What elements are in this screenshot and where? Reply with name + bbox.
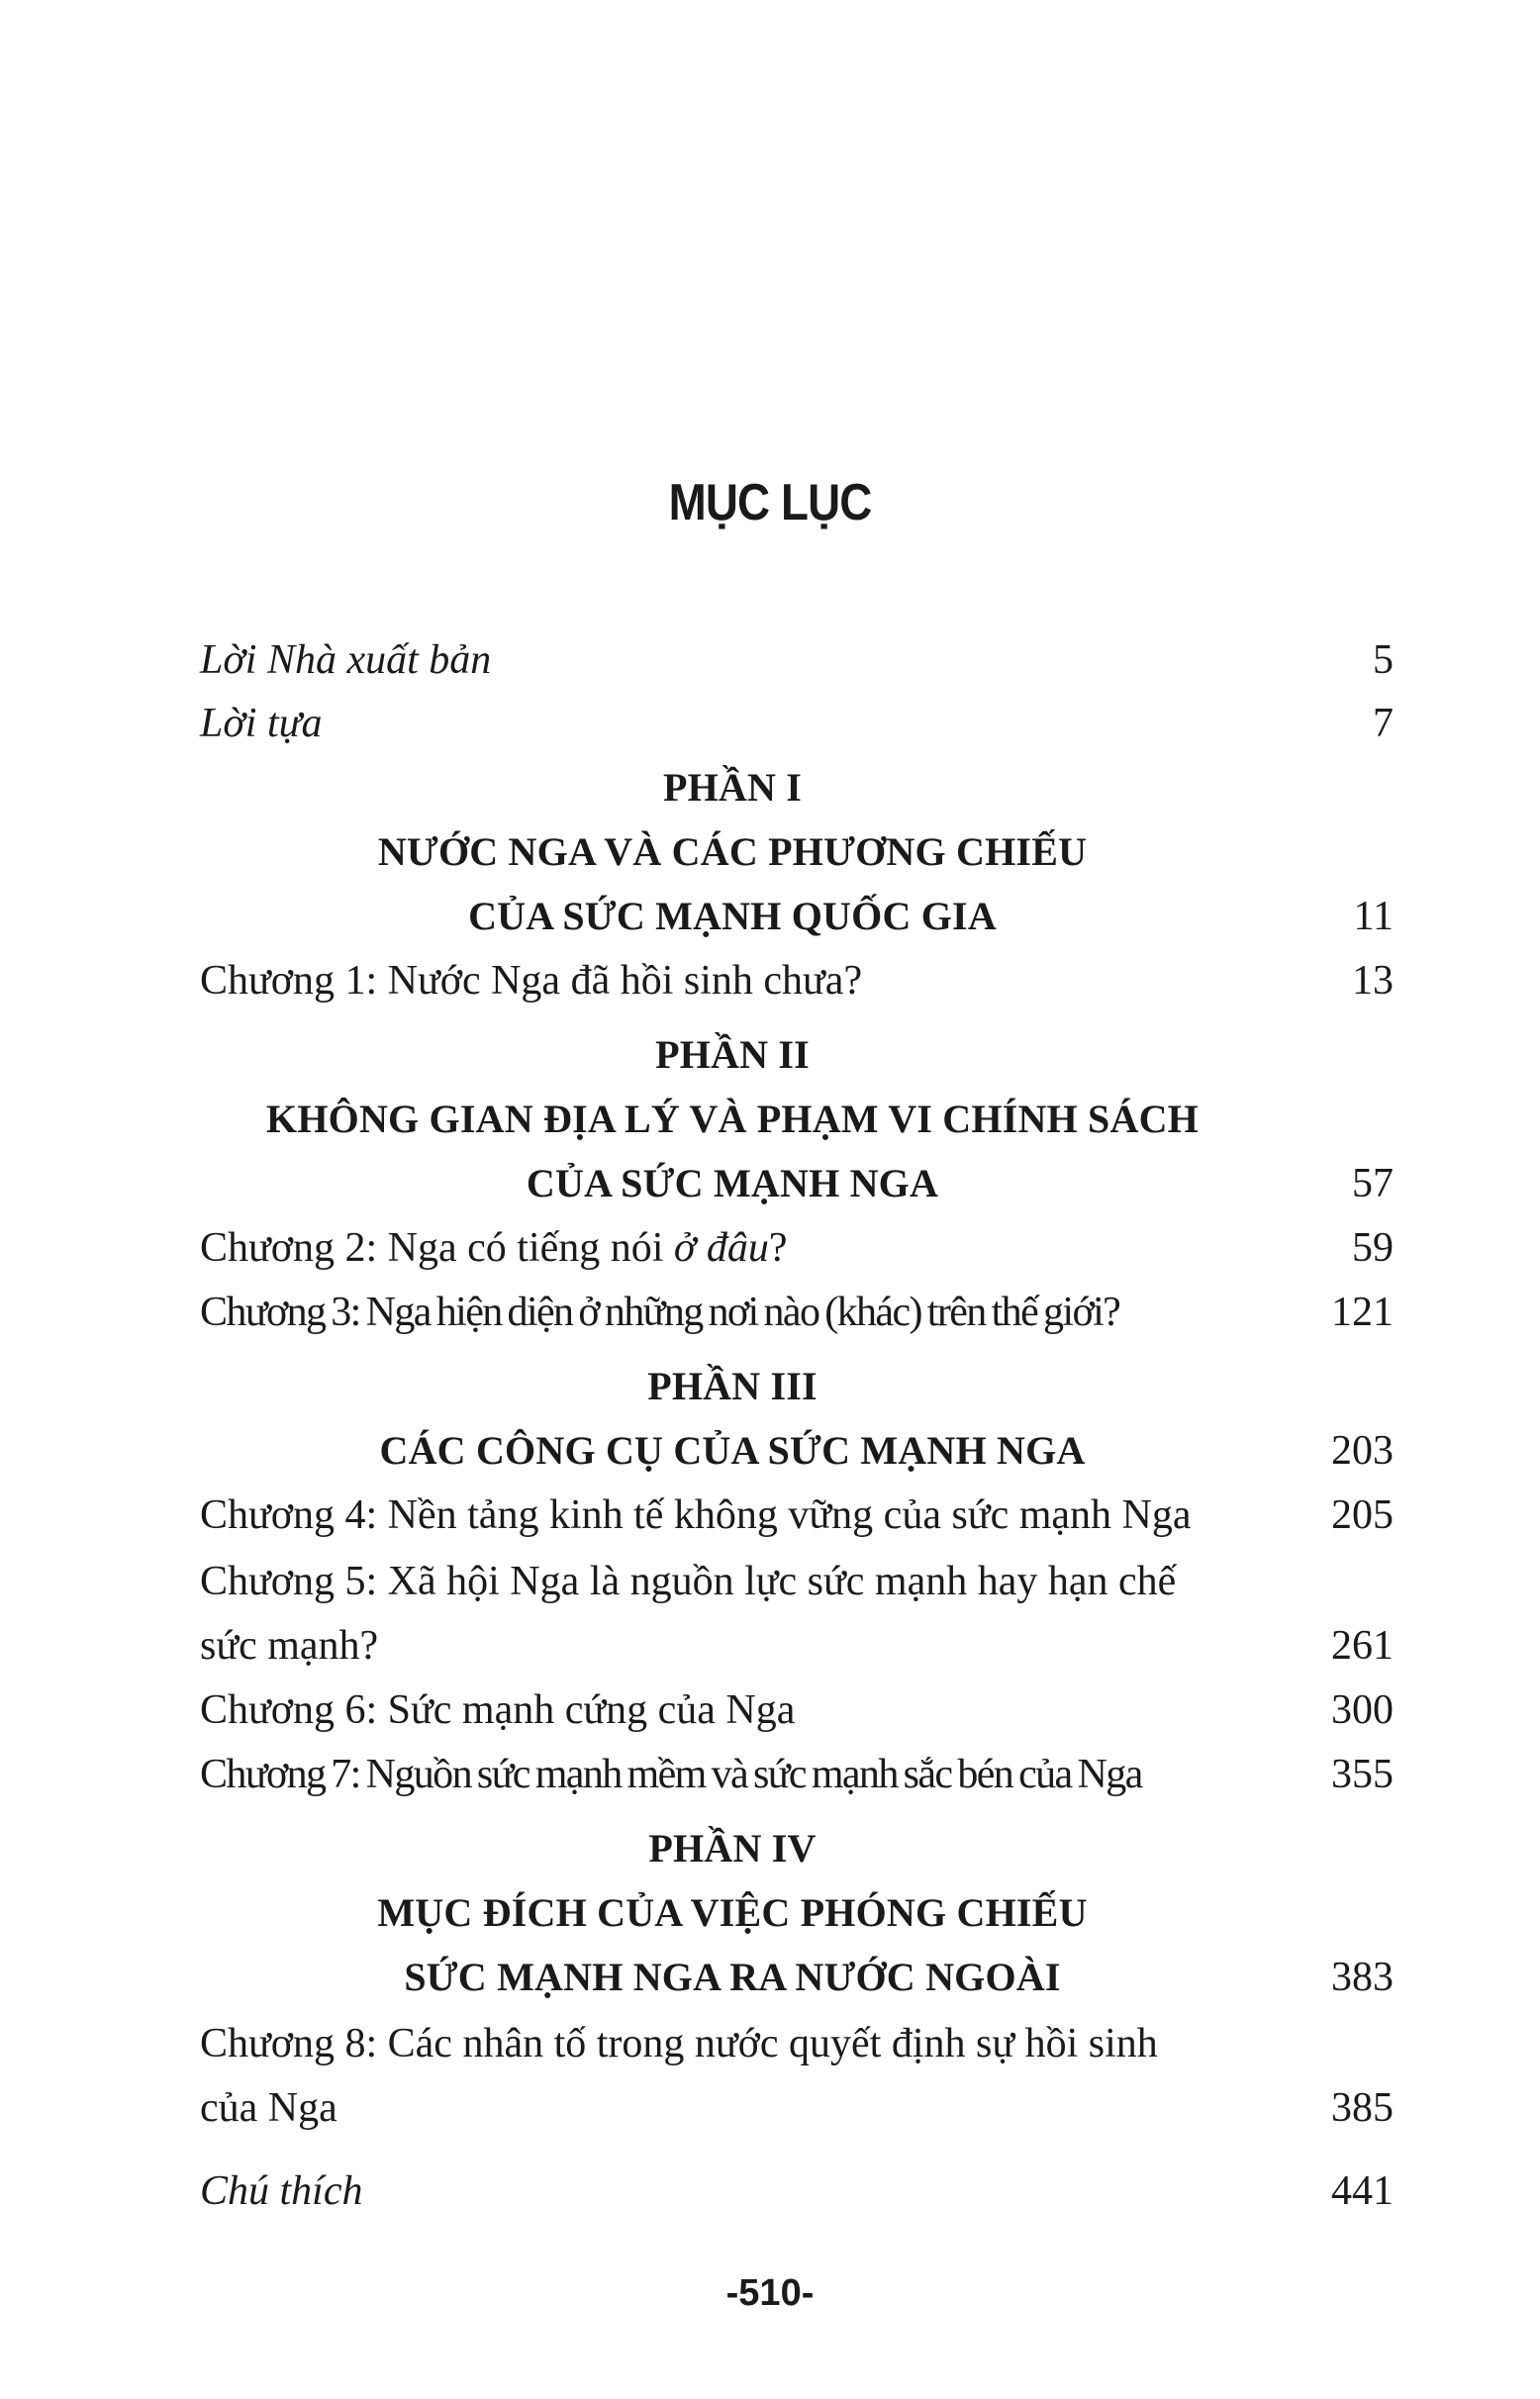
part-number: PHẦN IV [648,1826,817,1871]
toc-chapter-8-line-1[interactable] [0,2012,1540,2075]
toc-chapter-5-line-2[interactable] [0,1614,1540,1678]
toc-chapter-5-line-1[interactable] [0,1550,1540,1613]
page-title: MỤC LỤC [668,474,872,531]
toc-entry-page: 13 [1352,958,1394,1004]
toc-chapter-7[interactable] [0,1743,1540,1806]
toc-entry-page: 5 [1373,637,1394,683]
toc-entry-label-italic: ở đâu [673,1225,769,1271]
toc-part-1-heading[interactable] [0,756,1540,819]
toc-part-1-title-line-1[interactable] [0,820,1540,884]
toc-part-2-heading[interactable] [0,1023,1540,1087]
toc-entry-page: 300 [1331,1687,1394,1733]
toc-entry-label: của Nga [200,2085,337,2131]
toc-entry-label: Lời tựa [200,701,323,746]
toc-entry-label: Chương 8: Các nhân tố trong nước quyết định sự hồi sinh [200,2021,1158,2066]
toc-entry-page: 205 [1331,1492,1394,1538]
toc-entry-page: 11 [1353,894,1394,939]
toc-part-1-title-line-2[interactable] [0,885,1540,948]
toc-chapter-3[interactable] [0,1281,1540,1344]
toc-entry-page: 203 [1331,1428,1394,1474]
toc-entry-label: sức mạnh? [200,1623,379,1669]
toc-part-4-heading[interactable] [0,1817,1540,1880]
toc-part-2-title-line-2[interactable] [0,1152,1540,1215]
part-title: NƯỚC NGA VÀ CÁC PHƯƠNG CHIẾU [377,829,1088,874]
toc-entry-page: 261 [1331,1623,1394,1669]
toc-entry-label-text: Chương 2: Nga có tiếng nói [200,1225,674,1271]
toc-entry-label: Lời Nhà xuất bản [200,637,492,683]
toc-part-2-title-line-1[interactable] [0,1088,1540,1151]
toc-entry-notes[interactable] [0,2159,1540,2223]
toc-entry-label: Chương 6: Sức mạnh cứng của Nga [200,1687,796,1733]
toc-entry-page: 121 [1331,1290,1394,1335]
toc-entry-label-suffix: ? [768,1225,788,1271]
toc-part-3-heading[interactable] [0,1355,1540,1418]
toc-entry-label: Chương 1: Nước Nga đã hồi sinh chưa? [200,958,863,1004]
part-title: CỦA SỨC MẠNH NGA [526,1161,939,1205]
part-number: PHẦN I [662,765,803,810]
toc-entry-page: 355 [1331,1752,1394,1797]
part-number: PHẦN III [647,1364,818,1408]
toc-entry-page: 383 [1331,1955,1394,2000]
part-title: MỤC ĐÍCH CỦA VIỆC PHÓNG CHIẾU [377,1890,1088,1935]
toc-entry-page: 59 [1352,1225,1394,1271]
toc-chapter-4[interactable] [0,1484,1540,1547]
toc-chapter-1[interactable] [0,949,1540,1012]
toc-entry-label [200,1216,788,1280]
toc-entry-page: 7 [1373,701,1394,746]
toc-entry-publisher-note[interactable] [0,628,1540,692]
toc-entry-page: 57 [1352,1161,1394,1206]
toc-chapter-6[interactable] [0,1679,1540,1742]
part-number: PHẦN II [655,1032,810,1077]
toc-chapter-8-line-2[interactable] [0,2076,1540,2140]
part-title: KHÔNG GIAN ĐỊA LÝ VÀ PHẠM VI CHÍNH SÁCH [266,1097,1199,1141]
toc-part-4-title-line-2[interactable] [0,1946,1540,2009]
toc-entry-preface[interactable] [0,692,1540,755]
toc-part-3-title[interactable] [0,1419,1540,1483]
part-title: CÁC CÔNG CỤ CỦA SỨC MẠNH NGA [379,1428,1086,1473]
toc-entry-page: 441 [1331,2168,1394,2214]
page-number: -510- [725,2272,815,2314]
toc-entry-label: Chương 7: Nguồn sức mạnh mềm và sức mạnh sắc bén của Nga [200,1752,1142,1797]
part-title: CỦA SỨC MẠNH QUỐC GIA [468,894,997,938]
toc-entry-label: Chương 4: Nền tảng kinh tế không vững của sức mạnh Nga [200,1492,1192,1538]
part-title: SỨC MẠNH NGA RA NƯỚC NGOÀI [404,1955,1061,1999]
toc-entry-label: Chú thích [200,2168,363,2214]
toc-chapter-2[interactable] [0,1216,1540,1280]
toc-entry-page: 385 [1331,2085,1394,2131]
toc-part-4-title-line-1[interactable] [0,1881,1540,1945]
toc-entry-label: Chương 5: Xã hội Nga là nguồn lực sức mạnh hay hạn chế [200,1559,1177,1604]
toc-entry-label: Chương 3: Nga hiện diện ở những nơi nào (khác) trên thế giới? [200,1290,1120,1335]
